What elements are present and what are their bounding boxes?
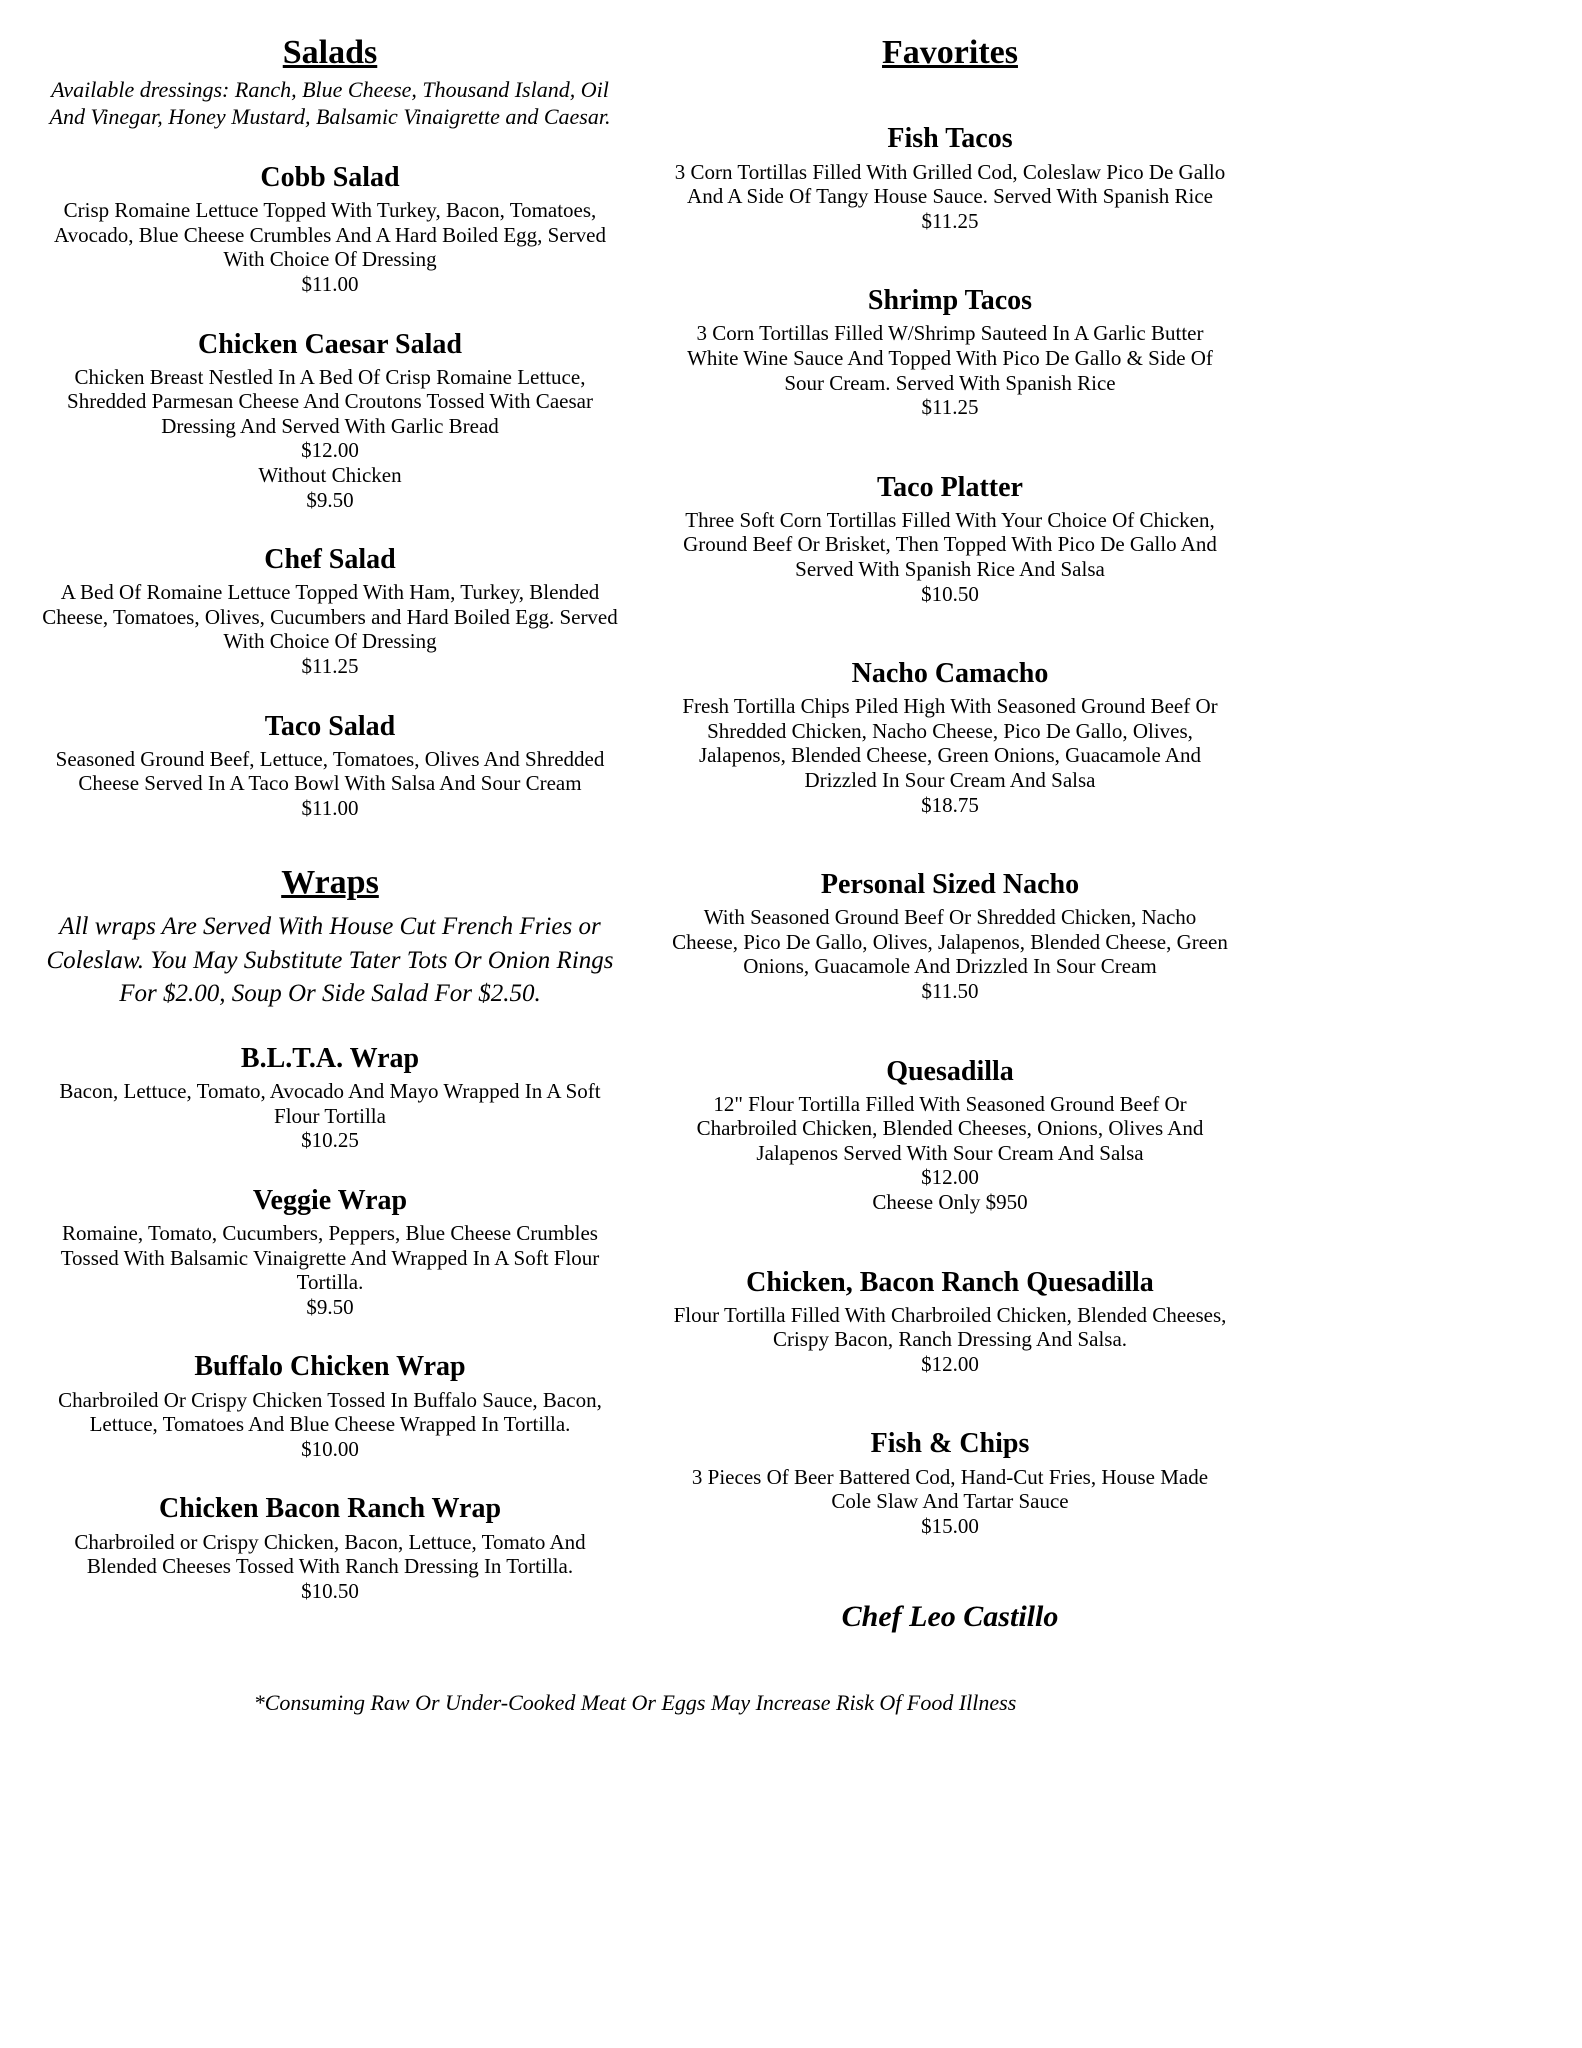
menu-item (670, 1056, 1230, 1215)
item-price: Without Chicken (258, 463, 402, 488)
menu-item (40, 1351, 620, 1461)
item-name: Chicken Caesar Salad (198, 328, 462, 360)
item-price: Cheese Only $950 (872, 1190, 1028, 1215)
section-title: Wraps (281, 864, 379, 902)
item-name: Chicken, Bacon Ranch Quesadilla (746, 1266, 1154, 1298)
item-name: Taco Salad (264, 710, 396, 742)
menu-item (670, 1267, 1230, 1377)
item-description: With Seasoned Ground Beef Or Shredded Chicken, Nacho Cheese, Pico De Gallo, Olives, Jalapenos, Blended Cheese, Green Onions, Guacamole And Drizzled In Sour Cream (672, 905, 1228, 979)
item-description: Chicken Breast Nestled In A Bed Of Crisp Romaine Lettuce, Shredded Parmesan Cheese And Croutons Tossed With Caesar Dressing And Served With Garlic Bread (67, 364, 593, 438)
item-price: $10.00 (301, 1436, 359, 1461)
item-description: Fresh Tortilla Chips Piled High With Seasoned Ground Beef Or Shredded Chicken, Nacho Cheese, Pico De Gallo, Olives, Jalapenos, Blended Cheese, Green Onions, Guacamole And Drizzled In Sour Cream And Salsa (682, 694, 1218, 793)
item-name: Personal Sized Nacho (820, 869, 1080, 901)
item-description: Three Soft Corn Tortillas Filled With Your Choice Of Chicken, Ground Beef Or Brisket, Then Topped With Pico De Gallo And Served With Spanish Rice And Salsa (683, 507, 1217, 582)
item-description: A Bed Of Romaine Lettuce Topped With Ham, Turkey, Blended Cheese, Tomatoes, Olives, Cucumbers and Hard Boiled Egg. Served With Choice Of Dressing (42, 580, 618, 654)
item-price: $11.25 (921, 395, 979, 420)
item-price: $9.50 (306, 487, 354, 512)
item-name: Cobb Salad (260, 162, 400, 194)
item-price: $18.75 (921, 792, 979, 817)
item-name: Fish & Chips (870, 1428, 1030, 1460)
item-description: 12" Flour Tortilla Filled With Seasoned Ground Beef Or Charbroiled Chicken, Blended Cheeses, Onions, Olives And Jalapenos Served With Sour Cream And Salsa (696, 1091, 1204, 1165)
item-name: Shrimp Tacos (867, 285, 1033, 317)
item-description: 3 Corn Tortillas Filled W/Shrimp Sauteed In A Garlic Butter White Wine Sauce And Topped With Pico De Gallo & Side Of Sour Cream. Served With Spanish Rice (687, 321, 1213, 395)
menu-section (670, 34, 1230, 1538)
item-price: $9.50 (306, 1294, 354, 1319)
section-title: Salads (282, 34, 378, 71)
menu-item (40, 1043, 620, 1153)
section-note: All wraps Are Served With House Cut French Fries or Coleslaw. You May Substitute Tater Tots Or Onion Rings For $2.00, Soup Or Side Salad For $2.50. (46, 912, 614, 1008)
menu-item (670, 658, 1230, 817)
menu-item (40, 329, 620, 513)
item-price: $10.25 (301, 1128, 359, 1153)
item-price: $12.00 (301, 438, 359, 463)
item-name: B.L.T.A. Wrap (240, 1043, 420, 1075)
item-name: Fish Tacos (887, 123, 1013, 155)
menu-item (670, 285, 1230, 419)
item-price: $10.50 (921, 581, 979, 606)
health-disclaimer: *Consuming Raw Or Under-Cooked Meat Or Eggs May Increase Risk Of Food Illness (253, 1690, 1017, 1716)
item-price: $10.50 (301, 1578, 359, 1603)
item-description: Charbroiled or Crispy Chicken, Bacon, Lettuce, Tomato And Blended Cheeses Tossed With Ranch Dressing In Tortilla. (74, 1529, 586, 1579)
item-name: Quesadilla (886, 1055, 1014, 1087)
menu-item (670, 123, 1230, 233)
item-price: $12.00 (921, 1165, 979, 1190)
item-price: $11.00 (301, 795, 359, 820)
item-description: Flour Tortilla Filled With Charbroiled Chicken, Blended Cheeses, Crispy Bacon, Ranch Dressing And Salsa. (673, 1302, 1227, 1352)
menu-item (40, 1493, 620, 1603)
section-title: Favorites (882, 34, 1018, 71)
menu-columns (40, 34, 1230, 1634)
item-name: Chicken Bacon Ranch Wrap (158, 1493, 502, 1525)
menu-section (40, 34, 620, 820)
menu-item (670, 1428, 1230, 1538)
item-description: 3 Pieces Of Beer Battered Cod, Hand-Cut Fries, House Made Cole Slaw And Tartar Sauce (691, 1464, 1209, 1514)
menu-item (670, 869, 1230, 1003)
menu-item (40, 544, 620, 678)
item-name: Buffalo Chicken Wrap (194, 1351, 466, 1383)
item-description: Crisp Romaine Lettuce Topped With Turkey, Bacon, Tomatoes, Avocado, Blue Cheese Crumbles And A Hard Boiled Egg, Served With Choice Of Dressing (54, 198, 606, 272)
menu-column-left (40, 34, 620, 1603)
item-name: Chef Salad (264, 544, 396, 576)
section-note: Available dressings: Ranch, Blue Cheese, Thousand Island, Oil And Vinegar, Honey Mustard, Balsamic Vinaigrette and Caesar. (49, 77, 611, 129)
item-name: Nacho Camacho (851, 658, 1049, 690)
item-price: $11.25 (921, 208, 979, 233)
item-price: $12.00 (921, 1351, 979, 1376)
menu-item (40, 711, 620, 821)
item-price: $11.00 (301, 272, 359, 297)
item-name: Veggie Wrap (252, 1185, 408, 1216)
item-description: Charbroiled Or Crispy Chicken Tossed In Buffalo Sauce, Bacon, Lettuce, Tomatoes And Blue Cheese Wrapped In Tortilla. (58, 1387, 602, 1437)
item-price: $15.00 (921, 1513, 979, 1538)
item-description: 3 Corn Tortillas Filled With Grilled Cod, Coleslaw Pico De Gallo And A Side Of Tangy House Sauce. Served With Spanish Rice (674, 159, 1226, 209)
item-description: Seasoned Ground Beef, Lettuce, Tomatoes, Olives And Shredded Cheese Served In A Taco Bowl With Salsa And Sour Cream (55, 746, 605, 796)
item-price: $11.50 (921, 979, 979, 1004)
item-name: Taco Platter (877, 471, 1023, 503)
item-price: $11.25 (301, 654, 359, 679)
item-description: Bacon, Lettuce, Tomato, Avocado And Mayo Wrapped In A Soft Flour Tortilla (59, 1079, 601, 1128)
chef-signature: Chef Leo Castillo (841, 1600, 1059, 1634)
menu-section (40, 864, 620, 1603)
item-description: Romaine, Tomato, Cucumbers, Peppers, Blue Cheese Crumbles Tossed With Balsamic Vinaigrette And Wrapped In A Soft Flour Tortilla. (60, 1221, 600, 1295)
menu-item (40, 162, 620, 296)
menu-item (670, 472, 1230, 606)
menu-item (40, 1185, 620, 1319)
menu-column-right (670, 34, 1230, 1634)
